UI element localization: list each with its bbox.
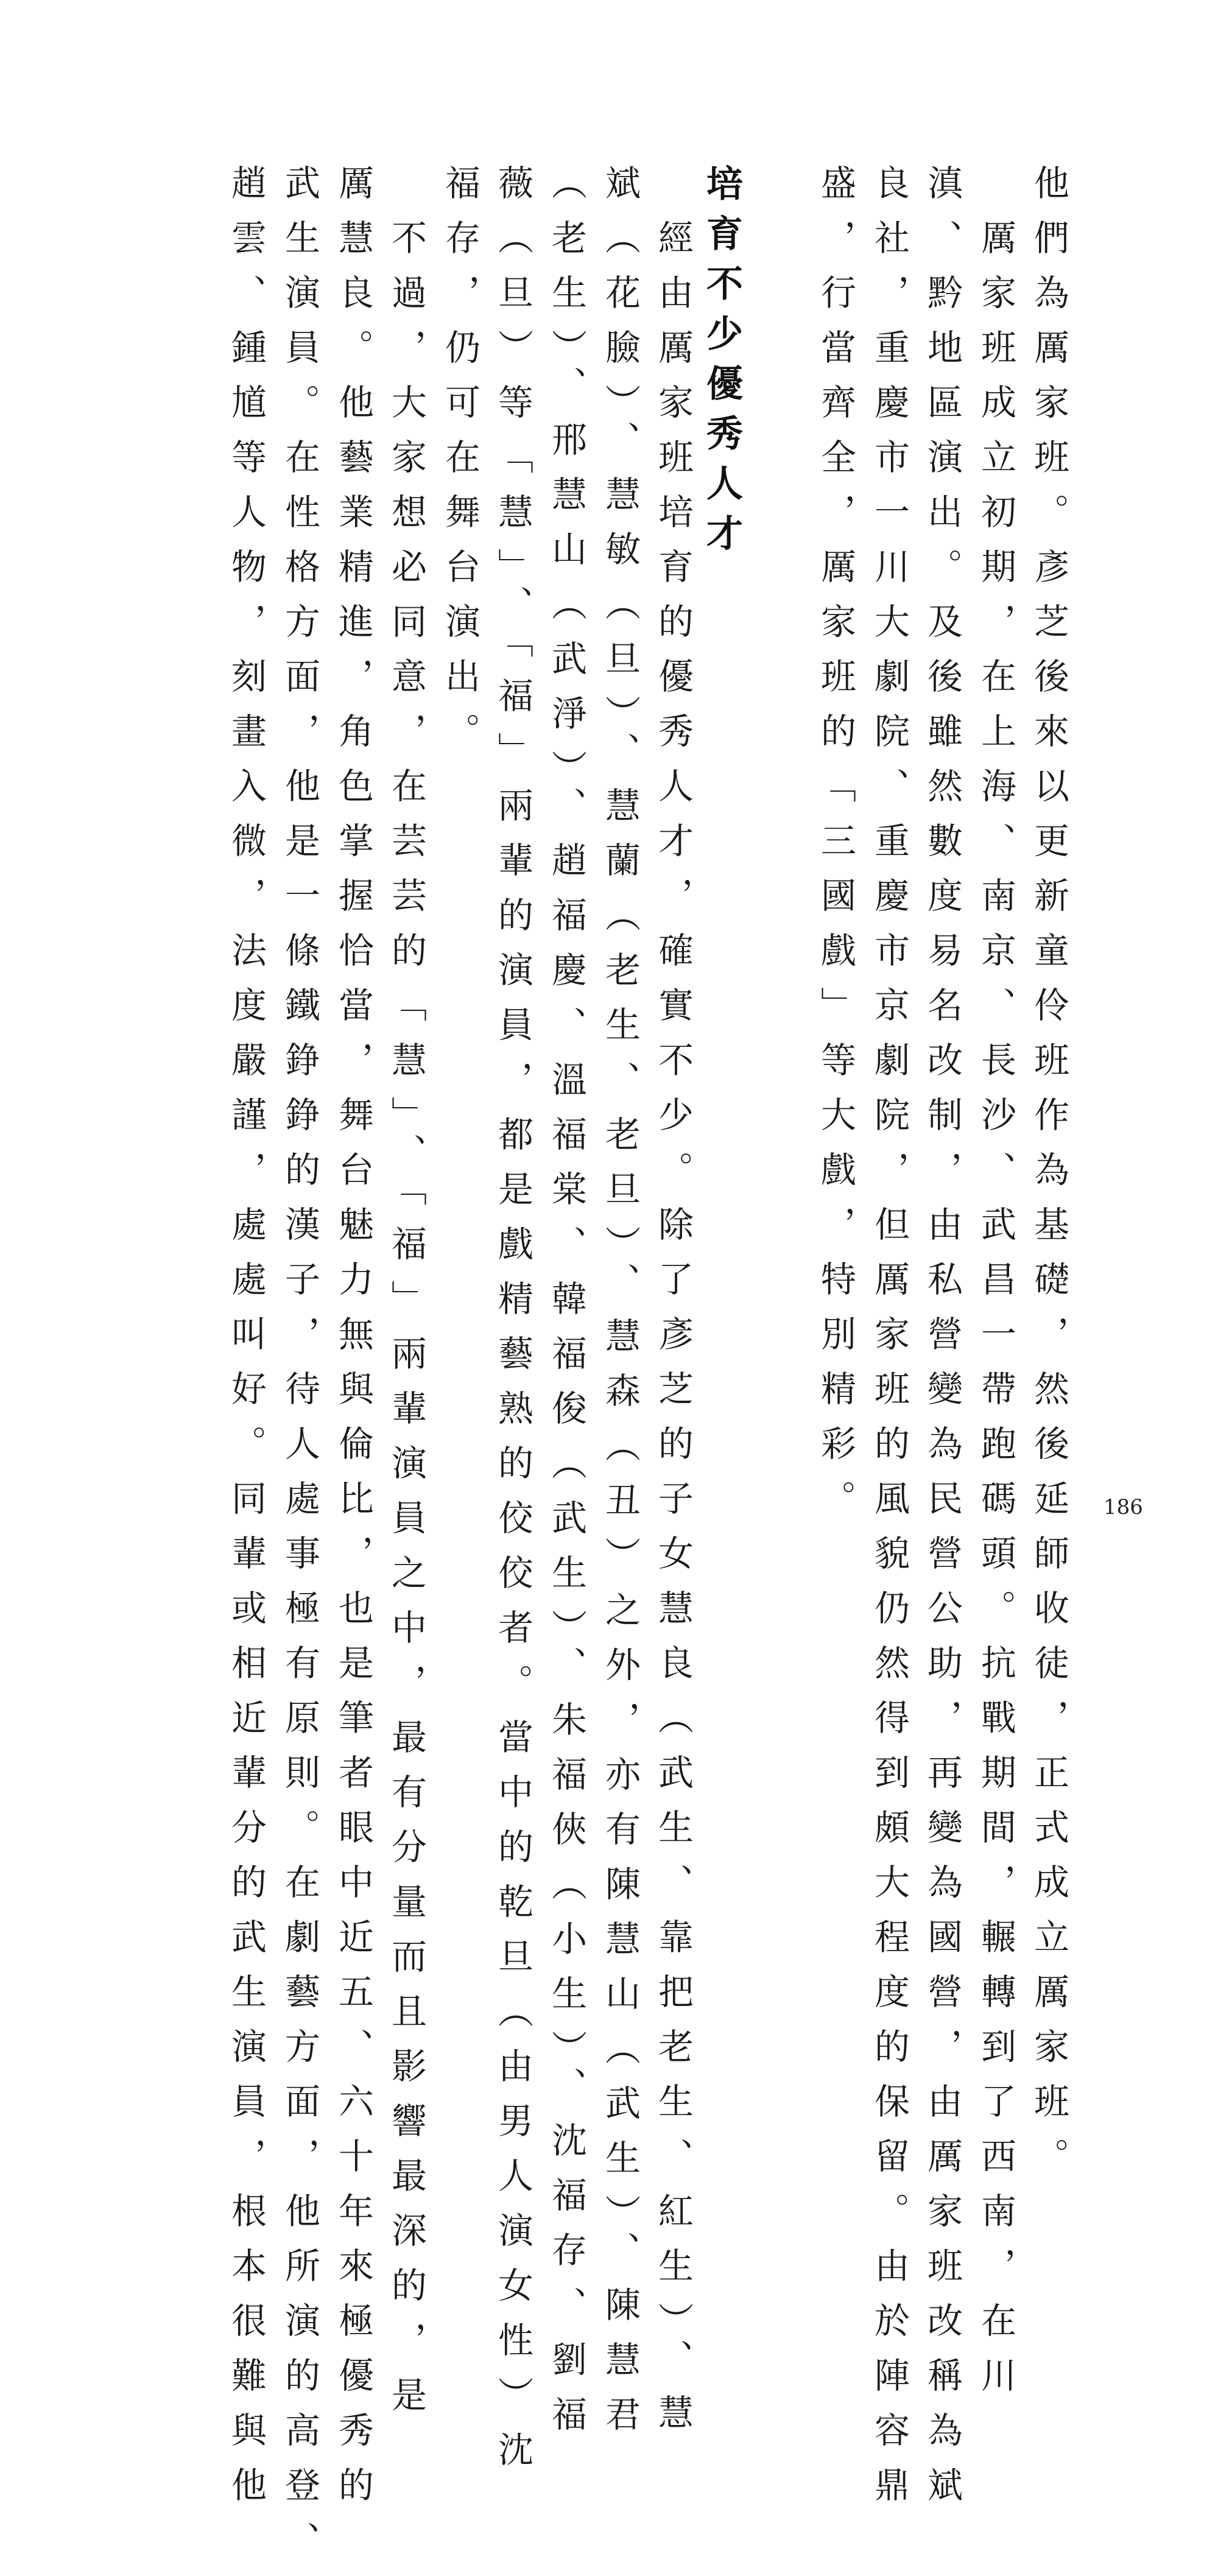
text-column: 厲家班成立初期，在上海、南京、長沙、武昌一帶跑碼頭。抗戰期間，輾轉到了西南，在川 xyxy=(975,219,1016,2412)
section-heading: 培育不少優秀人才 xyxy=(700,164,743,564)
text-column: 不過，大家想必同意，在芸芸的「慧」、「福」兩輩演員之中，最有分量而且影響最深的，是 xyxy=(385,219,427,2431)
text-column: 薇（旦）等「慧」、「福」兩輩的演員，都是戲精藝熟的佼佼者。當中的乾旦（由男人演女性）沈 xyxy=(492,164,533,2486)
text-column: 武生演員。在性格方面，他是一條鐵錚錚的漢子，待人處事極有原則。在劇藝方面，他所演的高登、 xyxy=(279,164,320,2576)
text-column: 經由厲家班培育的優秀人才，確實不少。除了彥芝的子女慧良（武生、靠把老生、紅生）、慧 xyxy=(652,219,694,2449)
text-column: 福存，仍可在舞台演出。 xyxy=(439,164,481,767)
text-column: 良社，重慶市一川大劇院、重慶市京劇院，但厲家班的風貌仍然得到頗大程度的保留。由於陣容鼎 xyxy=(868,164,910,2521)
text-column: 滇、黔地區演出。及後雖然數度易名改制，由私營變為民營公助，再變為國營，由厲家班改稱為斌 xyxy=(921,164,963,2521)
text-column: 厲慧良。他藝業精進，角色掌握恰當，舞台魅力無與倫比，也是筆者眼中近五、六十年來極優秀的 xyxy=(333,164,374,2521)
text-column: 趙雲、鍾馗等人物，刻畫入微，法度嚴謹，處處叫好。同輩或相近輩分的武生演員，根本很難與他 xyxy=(225,164,267,2521)
text-column: （老生）、邢慧山（武淨）、趙福慶、溫福棠、韓福俊（武生）、朱福俠（小生）、沈福存、劉福 xyxy=(546,164,587,2451)
text-column: 他們為厲家班。彥芝後來以更新童伶班作為基礎，然後延師收徒，正式成立厲家班。 xyxy=(1028,164,1069,2192)
page-number: 186 xyxy=(1104,1495,1143,1519)
text-column: 斌（花臉）、慧敏（旦）、慧蘭（老生、老旦）、慧森（丑）之外，亦有陳慧山（武生）、陳慧君 xyxy=(599,164,641,2451)
text-column: 盛，行當齊全，厲家班的「三國戲」等大戲，特別精彩。 xyxy=(815,164,856,1535)
